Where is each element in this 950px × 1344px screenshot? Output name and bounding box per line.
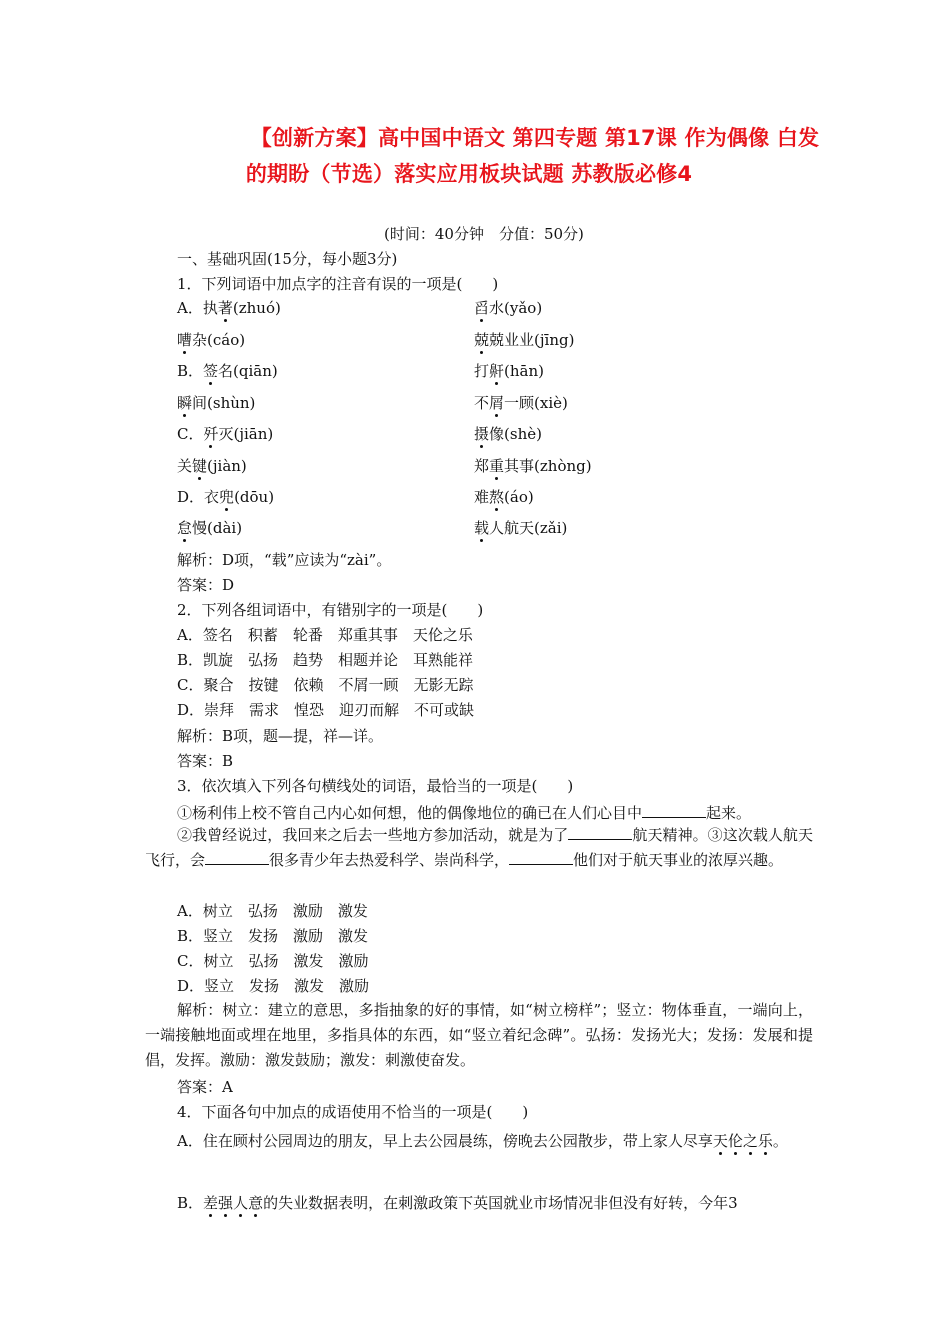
q1-post: (dōu) [234, 488, 275, 506]
dotted-char: 天 [712, 1132, 728, 1150]
q2-option-d: D．崇拜 需求 惶恐 迎刃而解 不可或缺 [177, 701, 475, 719]
q3-s2-part3: 很多青少年去热爱科学、崇尚科学， [269, 851, 510, 869]
dotted-char: 屑 [489, 394, 505, 412]
q4-a-text: A．住在顾村公园周边的朋友，早上去公园晨练，傍晚去公园散步，带上家人尽享 [177, 1132, 713, 1150]
q1-option-left [177, 456, 247, 476]
doc-title-line1: 【创新方案】高中国中语文 第四专题 第17课 作为偶像 白发 [250, 126, 820, 150]
q1-option-right [474, 487, 534, 507]
dotted-char: 兜 [219, 488, 235, 506]
q1-option-left [177, 361, 278, 381]
q1-post: 灭(jiān) [218, 425, 274, 443]
q1-post: 兢业业(jīng) [489, 331, 575, 349]
q3-sentence2 [145, 823, 813, 873]
q3-s1-end: 起来。 [706, 804, 752, 822]
dotted-char: 乐 [757, 1132, 773, 1150]
blank-3 [205, 848, 269, 865]
dotted-char: 强 [218, 1194, 234, 1212]
q1-answer: 答案：D [177, 576, 235, 594]
q1-label: A． [177, 299, 203, 317]
q2-stem: 2．下列各组词语中，有错别字的一项是( ) [177, 601, 484, 619]
q4-b-text: 的失业数据表明，在刺激政策下英国就业市场情况非但没有好转，今年3 [263, 1194, 738, 1212]
dotted-char: 兢 [474, 331, 490, 349]
q1-pre: 衣 [204, 488, 220, 506]
dotted-char: 嘈 [177, 331, 193, 349]
dotted-char: 歼 [203, 425, 219, 443]
q1-pre: 不 [474, 394, 490, 412]
q1-option-right [474, 456, 592, 476]
blank-2 [568, 823, 632, 840]
blank-1 [642, 801, 706, 818]
dotted-char: 熬 [489, 488, 505, 506]
dotted-char: 差 [203, 1194, 219, 1212]
q3-option-d: D．竖立 发扬 激发 激励 [177, 977, 370, 995]
q1-pre: 关 [177, 457, 193, 475]
q1-option-left [177, 487, 274, 507]
dotted-char: 之 [742, 1132, 758, 1150]
q1-post: 人航天(zǎi) [489, 519, 568, 537]
dotted-char: 舀 [474, 299, 490, 317]
q1-analysis: 解析：D项，“载”应读为“zài”。 [177, 551, 392, 569]
blank-4 [509, 848, 573, 865]
q1-label: C． [177, 425, 204, 443]
q4-option-a [145, 1126, 813, 1156]
dotted-char: 签 [203, 362, 219, 380]
q3-s2-part2: 航天精神。③这次载人航天飞行，会 [145, 826, 813, 869]
q1-post: 水(yǎo) [489, 299, 543, 317]
q1-pre: 打 [474, 362, 490, 380]
time-score: (时间：40分钟 分值：50分) [384, 225, 584, 243]
q1-option-left [177, 393, 255, 413]
q2-analysis: 解析：B项，题—提，祥—详。 [177, 727, 384, 745]
q1-option-left [177, 330, 245, 350]
q1-option-right [474, 393, 568, 413]
q2-answer: 答案：B [177, 752, 234, 770]
q1-label: D． [177, 488, 205, 506]
q1-post: 一顾(xiè) [504, 394, 568, 412]
q4-option-b [177, 1193, 738, 1213]
q1-stem: 1．下列词语中加点字的注音有误的一项是( ) [177, 275, 499, 293]
q3-answer: 答案：A [177, 1078, 233, 1096]
q1-pre: 郑 [474, 457, 490, 475]
q3-sentence1 [177, 801, 751, 823]
q3-s2-part1: ②我曾经说过，我回来之后去一些地方参加活动，就是为了 [177, 826, 569, 844]
q1-option-left [177, 424, 273, 444]
dotted-char: 鼾 [489, 362, 505, 380]
q3-analysis: 解析：树立：建立的意思，多指抽象的好的事情，如“树立榜样”；竖立：物体垂直，一端向上，一端接触地面或埋在地里，多指具体的东西，如“竖立着纪念碑”。弘扬：发扬光大；发扬：发展和提倡，发挥。激励：激发鼓励；激发：刺激使奋发。 [145, 1001, 813, 1069]
dotted-char: 著 [217, 299, 233, 317]
q1-post: 间(shùn) [192, 394, 256, 412]
q1-post: (hān) [504, 362, 544, 380]
q4-a-end: 。 [772, 1132, 788, 1150]
q3-option-a: A．树立 弘扬 激励 激发 [177, 902, 368, 920]
q1-post: (zhuó) [232, 299, 281, 317]
dotted-char: 怠 [177, 519, 193, 537]
doc-title-line2: 的期盼（节选）落实应用板块试题 苏教版必修4 [245, 162, 693, 186]
q4-b-label: B． [177, 1194, 204, 1212]
dotted-char: 键 [192, 457, 208, 475]
q1-option-right [474, 330, 574, 350]
q1-post: (áo) [504, 488, 534, 506]
q3-option-b: B．竖立 发扬 激励 激发 [177, 927, 369, 945]
q3-s2-part4: 他们对于航天事业的浓厚兴趣。 [573, 851, 784, 869]
q1-post: 其事(zhòng) [504, 457, 592, 475]
q2-option-a: A．签名 积蓄 轮番 郑重其事 天伦之乐 [177, 626, 473, 644]
dotted-char: 载 [474, 519, 490, 537]
dotted-char: 人 [233, 1194, 249, 1212]
dotted-char: 重 [489, 457, 505, 475]
q3-option-c: C．树立 弘扬 激发 激励 [177, 952, 369, 970]
q1-post: (jiàn) [207, 457, 247, 475]
q1-post: 名(qiān) [218, 362, 278, 380]
q1-pre: 难 [474, 488, 490, 506]
q1-post: 杂(cáo) [192, 331, 246, 349]
q1-option-left [177, 298, 281, 318]
dotted-char: 摄 [474, 425, 490, 443]
q2-option-c: C．聚合 按键 依赖 不屑一顾 无影无踪 [177, 676, 474, 694]
q1-option-left [177, 518, 242, 538]
q1-label: B． [177, 362, 204, 380]
q1-option-right [474, 361, 544, 381]
q1-post: 慢(dài) [192, 519, 243, 537]
dotted-char: 意 [248, 1194, 264, 1212]
q3-stem: 3．依次填入下列各句横线处的词语，最恰当的一项是( ) [177, 777, 574, 795]
q4-stem: 4．下面各句中加点的成语使用不恰当的一项是( ) [177, 1103, 529, 1121]
dotted-char: 伦 [727, 1132, 743, 1150]
q1-pre: 执 [202, 299, 218, 317]
q3-s1-text: ①杨利伟上校不管自己内心如何想，他的偶像地位的确已在人们心目中 [177, 804, 643, 822]
q1-option-right [474, 298, 542, 318]
q1-option-right [474, 518, 567, 538]
section-heading: 一、基础巩固(15分，每小题3分) [177, 250, 398, 268]
q1-option-right [474, 424, 542, 444]
dotted-char: 瞬 [177, 394, 193, 412]
q1-post: 像(shè) [489, 425, 542, 443]
q2-option-b: B．凯旋 弘扬 趋势 相题并论 耳熟能祥 [177, 651, 474, 669]
